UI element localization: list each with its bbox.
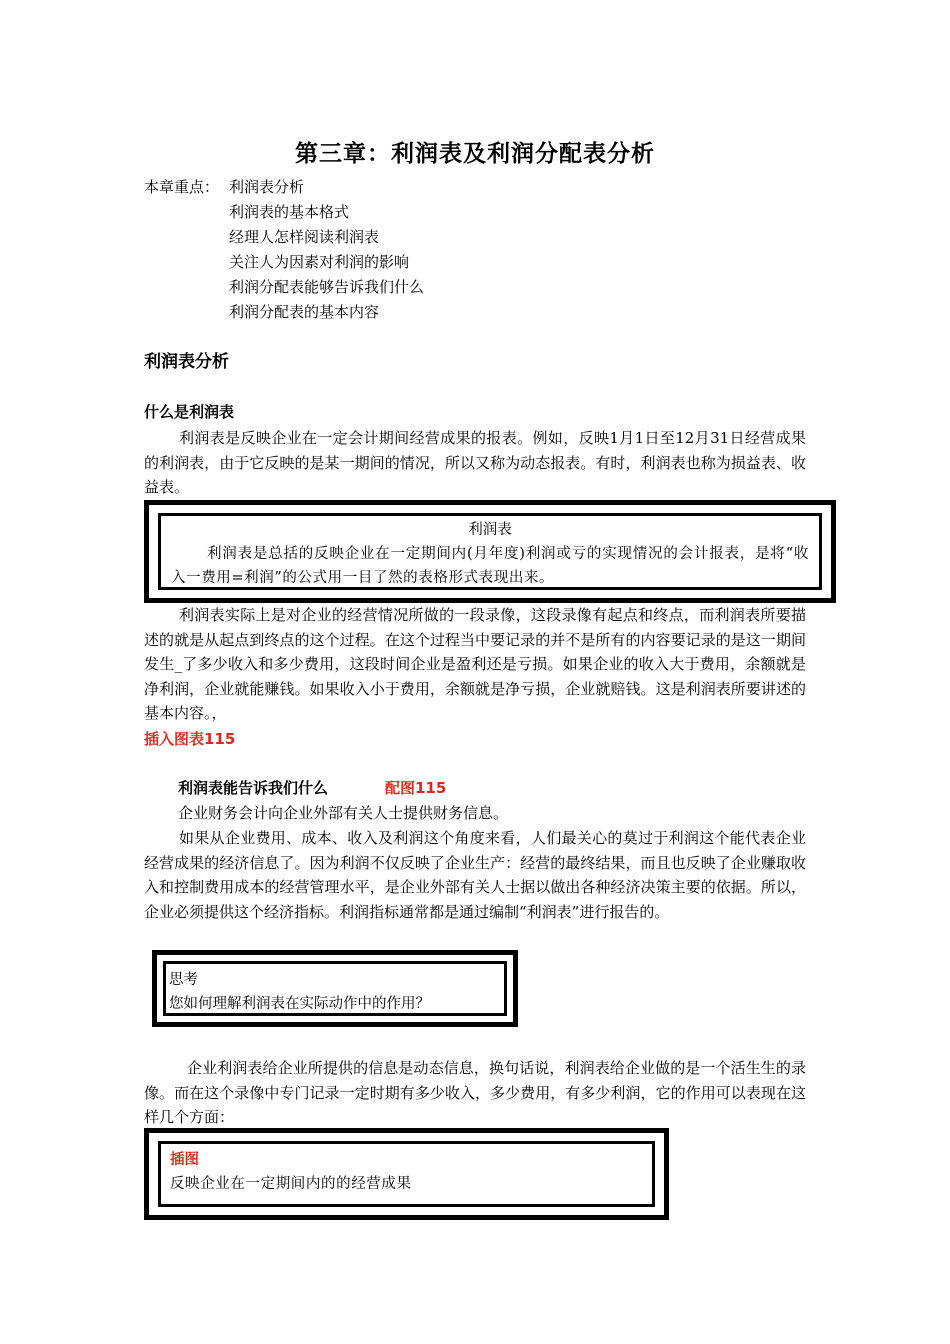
figure-note: 配图115 [385, 779, 447, 797]
section-heading: 利润表分析 [144, 352, 229, 372]
insert-chart-note: 插入图表115 [144, 730, 236, 748]
key-point-item: 利润分配表的基本内容 [229, 303, 380, 321]
paragraph: 利润表实际上是对企业的经营情况所做的一段录像，这段录像有起点和终点，而利润表所要描述的就是从起点到终点的这个过程。在这个过程当中要记录的并不是所有的内容要记录的是这一期间发生_了多少收入和多少费用，这段时间企业是盈利还是亏损。如果企业的收入大于费用，余额就是净利润，企业就能赚钱。如果收入小于费用，余额就是净亏损，企业就赔钱。这是利润表所要讲述的基本内容。， [144, 606, 806, 723]
paragraph: 利润表是反映企业在一定会计期间经营成果的报表。例如，反映1月1日至12月31日经营成果的利润表，由于它反映的是某一期间的情况，所以又称为动态报表。有时，利润表也称为损益表、收益表。 [144, 429, 806, 497]
key-points-label: 本章重点： [144, 178, 220, 196]
paragraph: 企业财务会计向企业外部有关人士提供财务信息。 [178, 804, 509, 822]
key-point-item: 利润表分析 [229, 178, 305, 196]
think-box [152, 950, 518, 1027]
figure-box [144, 1128, 669, 1220]
think-box-title: 思考 [169, 972, 198, 988]
definition-box-title: 利润表 [468, 522, 512, 538]
paragraph: 如果从企业费用、成本、收入及利润这个角度来看，人们最关心的莫过于利润这个能代表企业经营成果的经济信息了。因为利润不仅反映了企业生产：经营的最终结果，而且也反映了企业赚取收入和控制费用成本的经营管理水平，是企业外部有关人士据以做出各种经济决策主要的依据。所以，企业必须提供这个经济指标。利润指标通常都是通过编制“利润表”进行报告的。 [144, 829, 806, 921]
definition-box-text: 利润表是总括的反映企业在一定期间内(月年度)利润或亏的实现情况的会计报表，是将“收入一费用=利润”的公式用一目了然的表格形式表现出来。 [171, 546, 809, 586]
key-point-item: 利润分配表能够告诉我们什么 [229, 278, 425, 296]
key-point-item: 经理人怎样阅读利润表 [229, 228, 380, 246]
key-point-item: 利润表的基本格式 [229, 203, 350, 221]
subsection-heading: 利润表能告诉我们什么 [178, 779, 329, 797]
key-point-item: 关注人为因素对利润的影响 [229, 253, 410, 271]
figure-box-title: 插图 [170, 1152, 199, 1168]
subsection-heading: 什么是利润表 [144, 403, 235, 421]
think-box-text: 您如何理解利润表在实际动作中的作用？ [169, 996, 430, 1012]
chapter-title: 第三章：利润表及利润分配表分析 [295, 141, 655, 167]
paragraph: 企业利润表给企业所提供的信息是动态信息，换句话说，利润表给企业做的是一个活生生的录像。而在这个录像中专门记录一定时期有多少收入，多少费用，有多少利润，它的作用可以表现在这样几个方面： [144, 1059, 806, 1127]
definition-box [144, 500, 836, 603]
figure-box-text: 反映企业在一定期间内的的经营成果 [170, 1176, 412, 1192]
